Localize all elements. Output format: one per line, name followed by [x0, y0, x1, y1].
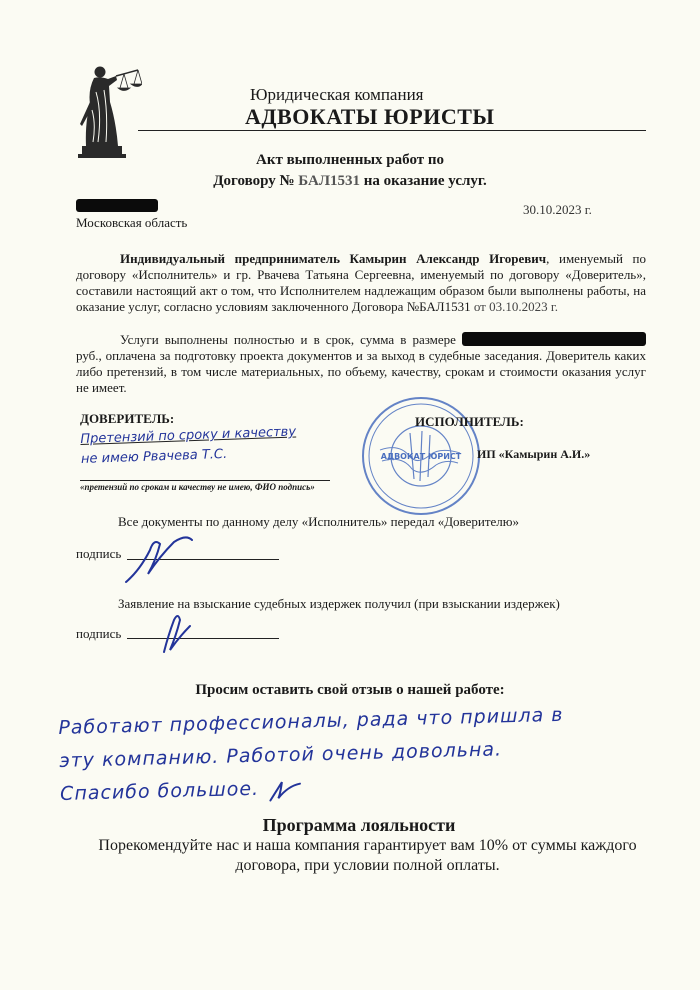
review-signature — [266, 775, 307, 802]
paragraph-text: , именуемый по договору «Исполнитель» и гр. — [76, 251, 646, 282]
act-title-prefix: Договору № — [213, 173, 299, 189]
paragraph-text: , именуемый по договору «Доверитель», составили настоящий акт о том, что Исполнителем надлежащим образом были выполнены работы, на оказание услуг, согласно условиям заключенного Договора №БАЛ1531 — [76, 267, 646, 314]
act-title-line2 — [0, 171, 700, 192]
handwritten-signature — [120, 530, 200, 586]
company-subtitle: Юридическая компания — [250, 85, 424, 104]
loyalty-title: Программа лояльности — [262, 815, 456, 835]
act-title-suffix: на оказание услуг. — [360, 173, 487, 189]
city: Московская область — [76, 215, 188, 230]
act-title — [0, 150, 700, 192]
company-name: АДВОКАТЫ ЮРИСТЫ — [245, 104, 495, 129]
paragraph-text: руб., оплачена за подготовку проекта документов и за выход в судебные заседания. Доверитель каких либо претензий, в том числе материальных, по объему, качеству, срокам и стоимости оказания услуг не имеет. — [76, 348, 646, 395]
paragraph-parties — [76, 251, 646, 315]
header-rule — [138, 130, 646, 131]
executor-label: ИСПОЛНИТЕЛЬ: — [415, 414, 524, 429]
paragraph-text: Услуги выполнены полностью и в срок, сумма в размере — [120, 332, 462, 347]
statement-text: Заявление на взыскание судебных издержек получил (при взыскании издержек) — [118, 596, 560, 611]
signature-label: подпись — [76, 626, 122, 641]
executor-full-name: Индивидуальный предприниматель Камырин Александр Игоревич — [120, 251, 547, 266]
loyalty-text: Порекомендуйте нас и наша компания гарантирует вам 10% от суммы каждого договора, при условии полной оплаты. — [98, 837, 637, 874]
executor-short-name: ИП «Камырин А.И.» — [477, 447, 591, 461]
trustor-handwriting — [80, 422, 297, 470]
redacted-sum — [462, 332, 646, 346]
trustor-rule — [80, 480, 330, 481]
documents-transfer-text: Все документы по данному делу «Исполнитель» передал «Доверителю» — [118, 514, 520, 529]
trustor-label: ДОВЕРИТЕЛЬ: — [80, 411, 175, 426]
trustor-handwriting-line2: не имею Рвачева Т.С. — [80, 446, 228, 467]
paragraph-services — [76, 332, 646, 396]
review-line3-text: Спасибо большое. — [59, 777, 260, 805]
trustor-handwriting-line1: Претензий по сроку и качеству — [80, 424, 297, 447]
handwritten-signature — [150, 606, 200, 656]
stamp-text: АДВОКАТ ЮРИСТ — [380, 452, 462, 461]
contract-number: БАЛ1531 — [298, 173, 361, 189]
act-date: 30.10.2023 г. — [523, 202, 592, 217]
review-title: Просим оставить свой отзыв о нашей работе: — [195, 682, 505, 698]
redaction-bar — [76, 199, 158, 212]
review-line2: эту компанию. Работой очень довольна. — [58, 738, 503, 772]
signature-label: подпись — [76, 546, 122, 561]
act-title-line1: Акт выполненных работ по — [255, 152, 445, 168]
review-handwriting — [58, 697, 650, 811]
contract-date: от 03.10.2023 г. — [473, 299, 558, 314]
review-line1: Работают профессионалы, рада что пришла в — [58, 703, 564, 739]
trustor-note: «претензий по срокам и качеству не имею, ФИО подпись» — [80, 482, 315, 492]
themis-logo — [76, 62, 142, 158]
client-name: Рвачева Татьяна Сергеевна — [257, 267, 412, 282]
